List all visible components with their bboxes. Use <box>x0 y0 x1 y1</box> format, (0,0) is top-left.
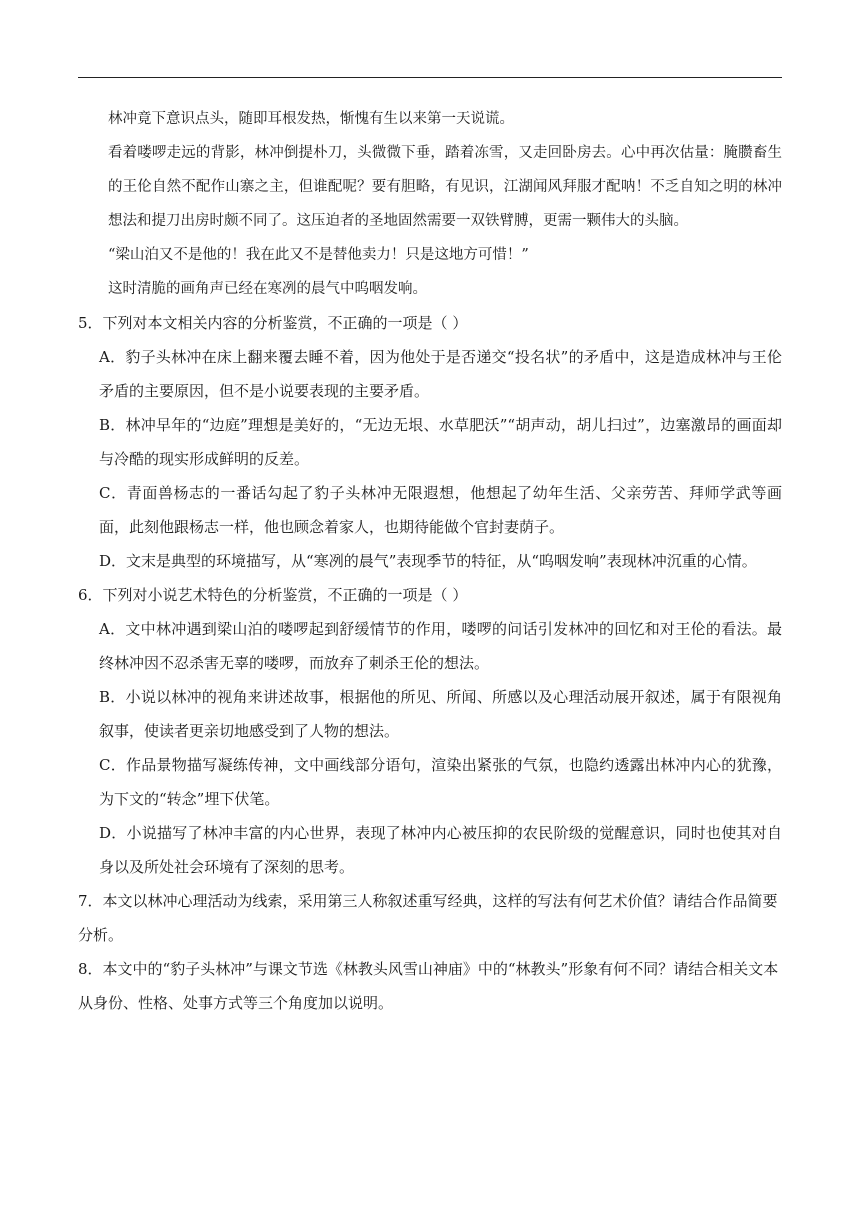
header-rule <box>78 77 782 78</box>
question-8: 8．本文中的“豹子头林冲”与课文节选《林教头风雪山神庙》中的“林教头”形象有何不同？请结合相关文本从身份、性格、处事方式等三个角度加以说明。 <box>78 960 779 1012</box>
passage-paragraph-3: “梁山泊又不是他的！我在此又不是替他卖力！只是这地方可惜！” <box>108 247 529 263</box>
question-6-option-c: C．作品景物描写凝练传神，文中画线部分语句，渲染出紧张的气氛，也隐约透露出林冲内心的犹豫，为下文的“转念”埋下伏笔。 <box>99 756 782 808</box>
passage-paragraph-2: 看着喽啰走远的背影，林冲倒提朴刀，头微微下垂，踏着冻雪，又走回卧房去。心中再次估量：腌臜畜生的王伦自然不配作山寨之主，但谁配呢？要有胆略，有见识，江湖闻风拜服才配呐！不乏自知之明的林冲想法和提刀出房时颇不同了。这压迫者的圣地固然需要一双铁臂膊，更需一颗伟大的头脑。 <box>108 145 782 229</box>
question-5-option-b: B．林冲早年的“边庭”理想是美好的，“无边无垠、水草肥沃”“胡声动，胡儿扫过”，边塞激昂的画面却与冷酷的现实形成鲜明的反差。 <box>99 416 782 468</box>
passage-paragraph-4: 这时清脆的画角声已经在寒冽的晨气中呜咽发响。 <box>108 281 427 297</box>
question-5-stem: 5．下列对本文相关内容的分析鉴赏，不正确的一项是（ ） <box>78 314 468 332</box>
passage-paragraph-1: 林冲竟下意识点头，随即耳根发热，惭愧有生以来第一天说谎。 <box>108 111 514 127</box>
question-5-option-d: D．文末是典型的环境描写，从“寒冽的晨气”表现季节的特征，从“呜咽发响”表现林冲沉重的心情。 <box>99 552 757 570</box>
question-5-option-a: A．豹子头林冲在床上翻来覆去睡不着，因为他处于是否递交“投名状”的矛盾中，这是造成林冲与王伦矛盾的主要原因，但不是小说要表现的主要矛盾。 <box>99 348 782 400</box>
question-6-option-b: B．小说以林冲的视角来讲述故事，根据他的所见、所闻、所感以及心理活动展开叙述，属于有限视角叙事，使读者更亲切地感受到了人物的想法。 <box>99 688 782 740</box>
question-6-option-d: D．小说描写了林冲丰富的内心世界，表现了林冲内心被压抑的农民阶级的觉醒意识，同时也使其对自身以及所处社会环境有了深刻的思考。 <box>99 824 782 876</box>
question-6-stem: 6．下列对小说艺术特色的分析鉴赏，不正确的一项是（ ） <box>78 586 468 604</box>
question-7: 7．本文以林冲心理活动为线索，采用第三人称叙述重写经典，这样的写法有何艺术价值？请结合作品简要分析。 <box>78 892 778 944</box>
question-6-option-a: A．文中林冲遇到梁山泊的喽啰起到舒缓情节的作用，喽啰的问话引发林冲的回忆和对王伦的看法。最终林冲因不忍杀害无辜的喽啰，而放弃了刺杀王伦的想法。 <box>99 620 782 672</box>
question-5-option-c: C．青面兽杨志的一番话勾起了豹子头林冲无限遐想，他想起了幼年生活、父亲劳苦、拜师学武等画面，此刻他跟杨志一样，他也顾念着家人，也期待能做个官封妻荫子。 <box>99 484 782 536</box>
document-body <box>78 102 782 1020</box>
